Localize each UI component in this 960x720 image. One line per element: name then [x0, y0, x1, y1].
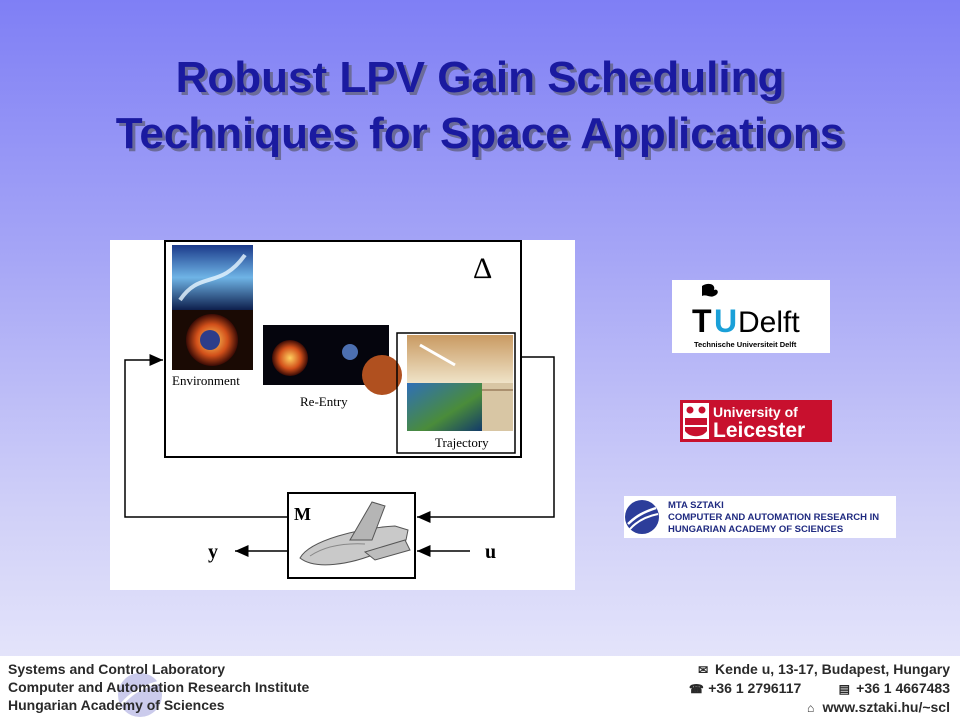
delta-symbol: Δ — [473, 252, 493, 285]
slide-title — [0, 50, 960, 162]
footer-lab: Systems and Control Laboratory — [8, 661, 226, 677]
reentry-label: Re-Entry — [300, 394, 348, 409]
svg-text:Technische Universiteit Delft: Technische Universiteit Delft — [694, 340, 797, 349]
environment-label: Environment — [172, 373, 240, 388]
svg-text:COMPUTER AND AUTOMATION RESEAR: COMPUTER AND AUTOMATION RESEARCH IN — [668, 512, 880, 523]
fax-icon: ▤ — [838, 682, 850, 696]
sztaki-logo — [624, 496, 896, 538]
svg-text:T: T — [692, 303, 712, 339]
footer-academy: Hungarian Academy of Sciences — [8, 697, 225, 713]
svg-text:MTA SZTAKI: MTA SZTAKI — [668, 500, 724, 511]
footer-phone: +36 1 2796117 — [708, 680, 802, 696]
diagram-svg — [110, 240, 575, 590]
footer-address: Kende u, 13-17, Budapest, Hungary — [715, 661, 950, 677]
u-label: u — [485, 541, 497, 563]
tudelft-flame-icon — [702, 284, 718, 297]
m-label: M — [294, 504, 311, 524]
svg-text:Delft: Delft — [738, 306, 800, 339]
svg-text:University of: University of — [713, 404, 798, 420]
footer-web-row — [688, 698, 950, 717]
svg-text:Leicester: Leicester — [713, 419, 806, 442]
y-label: y — [208, 541, 218, 563]
footer-web[interactable]: www.sztaki.hu/~scl — [822, 699, 950, 715]
rose-icon — [687, 407, 694, 414]
home-icon: ⌂ — [807, 701, 815, 715]
footer-phone-row — [688, 679, 950, 698]
svg-text:HUNGARIAN ACADEMY OF SCIENCES: HUNGARIAN ACADEMY OF SCIENCES — [668, 524, 844, 535]
title-line-2: Techniques for Space Applications — [115, 109, 845, 158]
trajectory-label: Trajectory — [435, 435, 489, 450]
spaceplane-image — [300, 502, 410, 565]
title-line-1: Robust LPV Gain Scheduling — [175, 53, 785, 102]
reentry-image — [263, 325, 402, 395]
footer — [0, 656, 960, 720]
footer-institute: Computer and Automation Research Institute — [8, 679, 310, 695]
footer-contact — [688, 660, 950, 717]
footer-affiliation — [8, 660, 309, 714]
trajectory-image — [407, 335, 513, 431]
environment-image — [172, 245, 253, 370]
tudelft-logo — [672, 280, 830, 353]
phone-icon: ☎ — [688, 682, 704, 696]
lpv-block-diagram — [110, 240, 575, 590]
svg-text:U: U — [714, 303, 738, 339]
footer-fax: +36 1 4667483 — [856, 680, 950, 696]
footer-address-row — [688, 660, 950, 679]
envelope-icon: ✉ — [698, 663, 709, 677]
leicester-logo — [680, 400, 832, 442]
